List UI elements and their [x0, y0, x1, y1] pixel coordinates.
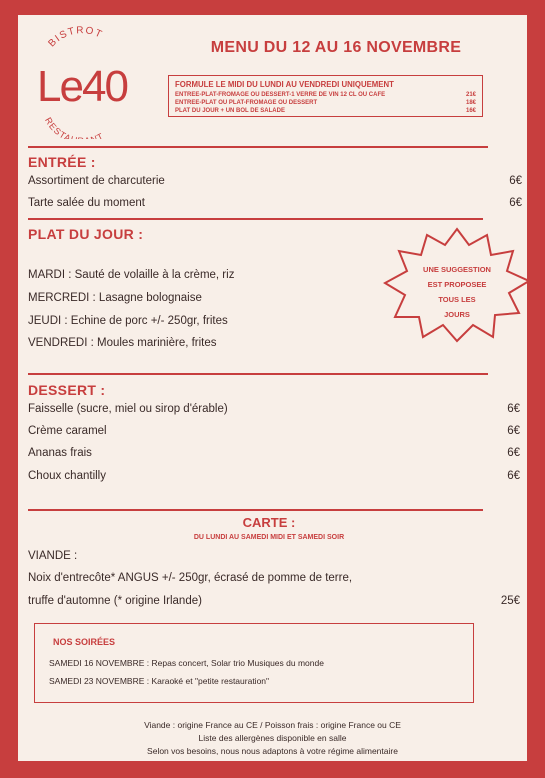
dessert-item-price: 6€	[507, 447, 520, 459]
svg-text:BISTROT	[46, 25, 104, 49]
dessert-item-label: Ananas frais	[28, 447, 92, 459]
formule-row-price: 18€	[465, 100, 476, 106]
suggestion-text	[411, 262, 503, 322]
formule-row	[175, 99, 476, 107]
suggestion-badge	[383, 225, 531, 343]
soiree-item: SAMEDI 23 NOVEMBRE : Karaoké et "petite restauration"	[49, 676, 270, 686]
plat-item: JEUDI : Echine de porc +/- 250gr, frites	[28, 315, 228, 327]
plat-item: MARDI : Sauté de volaille à la crème, riz	[28, 269, 235, 281]
dessert-item-label: Choux chantilly	[28, 470, 106, 482]
entree-item-label: Tarte salée du moment	[28, 197, 145, 209]
divider	[28, 509, 483, 511]
formule-row	[175, 91, 476, 99]
dessert-item-price: 6€	[507, 403, 520, 415]
plat-item: VENDREDI : Moules marinière, frites	[28, 337, 217, 349]
entree-item-label: Assortiment de charcuterie	[28, 175, 165, 187]
entree-heading: ENTRÉE :	[28, 154, 96, 170]
carte-item-line: truffe d'automne (* origine Irlande)	[28, 595, 202, 607]
menu-page	[18, 15, 527, 761]
formule-box	[168, 75, 483, 117]
divider	[28, 218, 483, 220]
menu-title: MENU DU 12 AU 16 NOVEMBRE	[210, 39, 462, 56]
suggestion-line: JOURS	[444, 310, 470, 319]
formule-row-price: 21€	[465, 92, 476, 98]
soirees-box	[34, 623, 474, 703]
dessert-item-label: Crème caramel	[28, 425, 107, 437]
logo-main-text: Le40	[37, 62, 127, 111]
formule-row-label: PLAT DU JOUR + UN BOL DE SALADE	[175, 108, 285, 114]
formule-title: FORMULE LE MIDI DU LUNDI AU VENDREDI UNIQUEMENT	[175, 80, 394, 89]
svg-text:RESTAURANT	[43, 116, 106, 139]
carte-section: VIANDE :	[28, 550, 78, 562]
suggestion-line: TOUS LES	[438, 295, 476, 304]
footer-line: Viande : origine France au CE / Poisson frais : origine France ou CE	[144, 720, 401, 730]
footer-line: Liste des allergènes disponible en salle	[198, 733, 347, 743]
entree-item-price: 6€	[509, 197, 522, 209]
soirees-heading: NOS SOIRÉES	[53, 637, 116, 647]
suggestion-line: EST PROPOSEE	[427, 280, 487, 289]
formule-row-label: ENTREE-PLAT OU PLAT-FROMAGE OU DESSERT	[175, 100, 318, 106]
divider	[28, 146, 488, 148]
suggestion-line: UNE SUGGESTION	[423, 265, 491, 274]
dessert-item-price: 6€	[507, 425, 520, 437]
carte-item-line: Noix d'entrecôte* ANGUS +/- 250gr, écrasé de pomme de terre,	[28, 572, 353, 584]
logo-bottom-text: RESTA T	[43, 115, 106, 139]
carte-item-price: 25€	[500, 595, 520, 607]
formule-row-label: ENTREE-PLAT-FROMAGE OU DESSERT-1 VERRE DE VIN 12 CL OU CAFE	[175, 92, 386, 98]
formule-row	[175, 107, 476, 115]
restaurant-logo	[32, 19, 132, 139]
footer-line: Selon vos besoins, nous nous adaptons à votre régime alimentaire	[147, 746, 398, 756]
plat-item: MERCREDI : Lasagne bolognaise	[28, 292, 202, 304]
entree-item-price: 6€	[509, 175, 522, 187]
carte-subtitle: DU LUNDI AU SAMEDI MIDI ET SAMEDI SOIR	[193, 534, 345, 541]
dessert-item-label: Faisselle (sucre, miel ou sirop d'érable)	[28, 403, 228, 415]
formule-row-price: 16€	[465, 108, 476, 114]
logo-top-text: BISTROT	[46, 25, 105, 50]
divider	[28, 373, 488, 375]
dessert-heading: DESSERT :	[28, 382, 106, 398]
soiree-item: SAMEDI 16 NOVEMBRE : Repas concert, Solar trio Musiques du monde	[49, 658, 324, 668]
carte-heading: CARTE :	[242, 515, 296, 530]
dessert-item-price: 6€	[507, 470, 520, 482]
plat-heading: PLAT DU JOUR :	[28, 226, 144, 242]
